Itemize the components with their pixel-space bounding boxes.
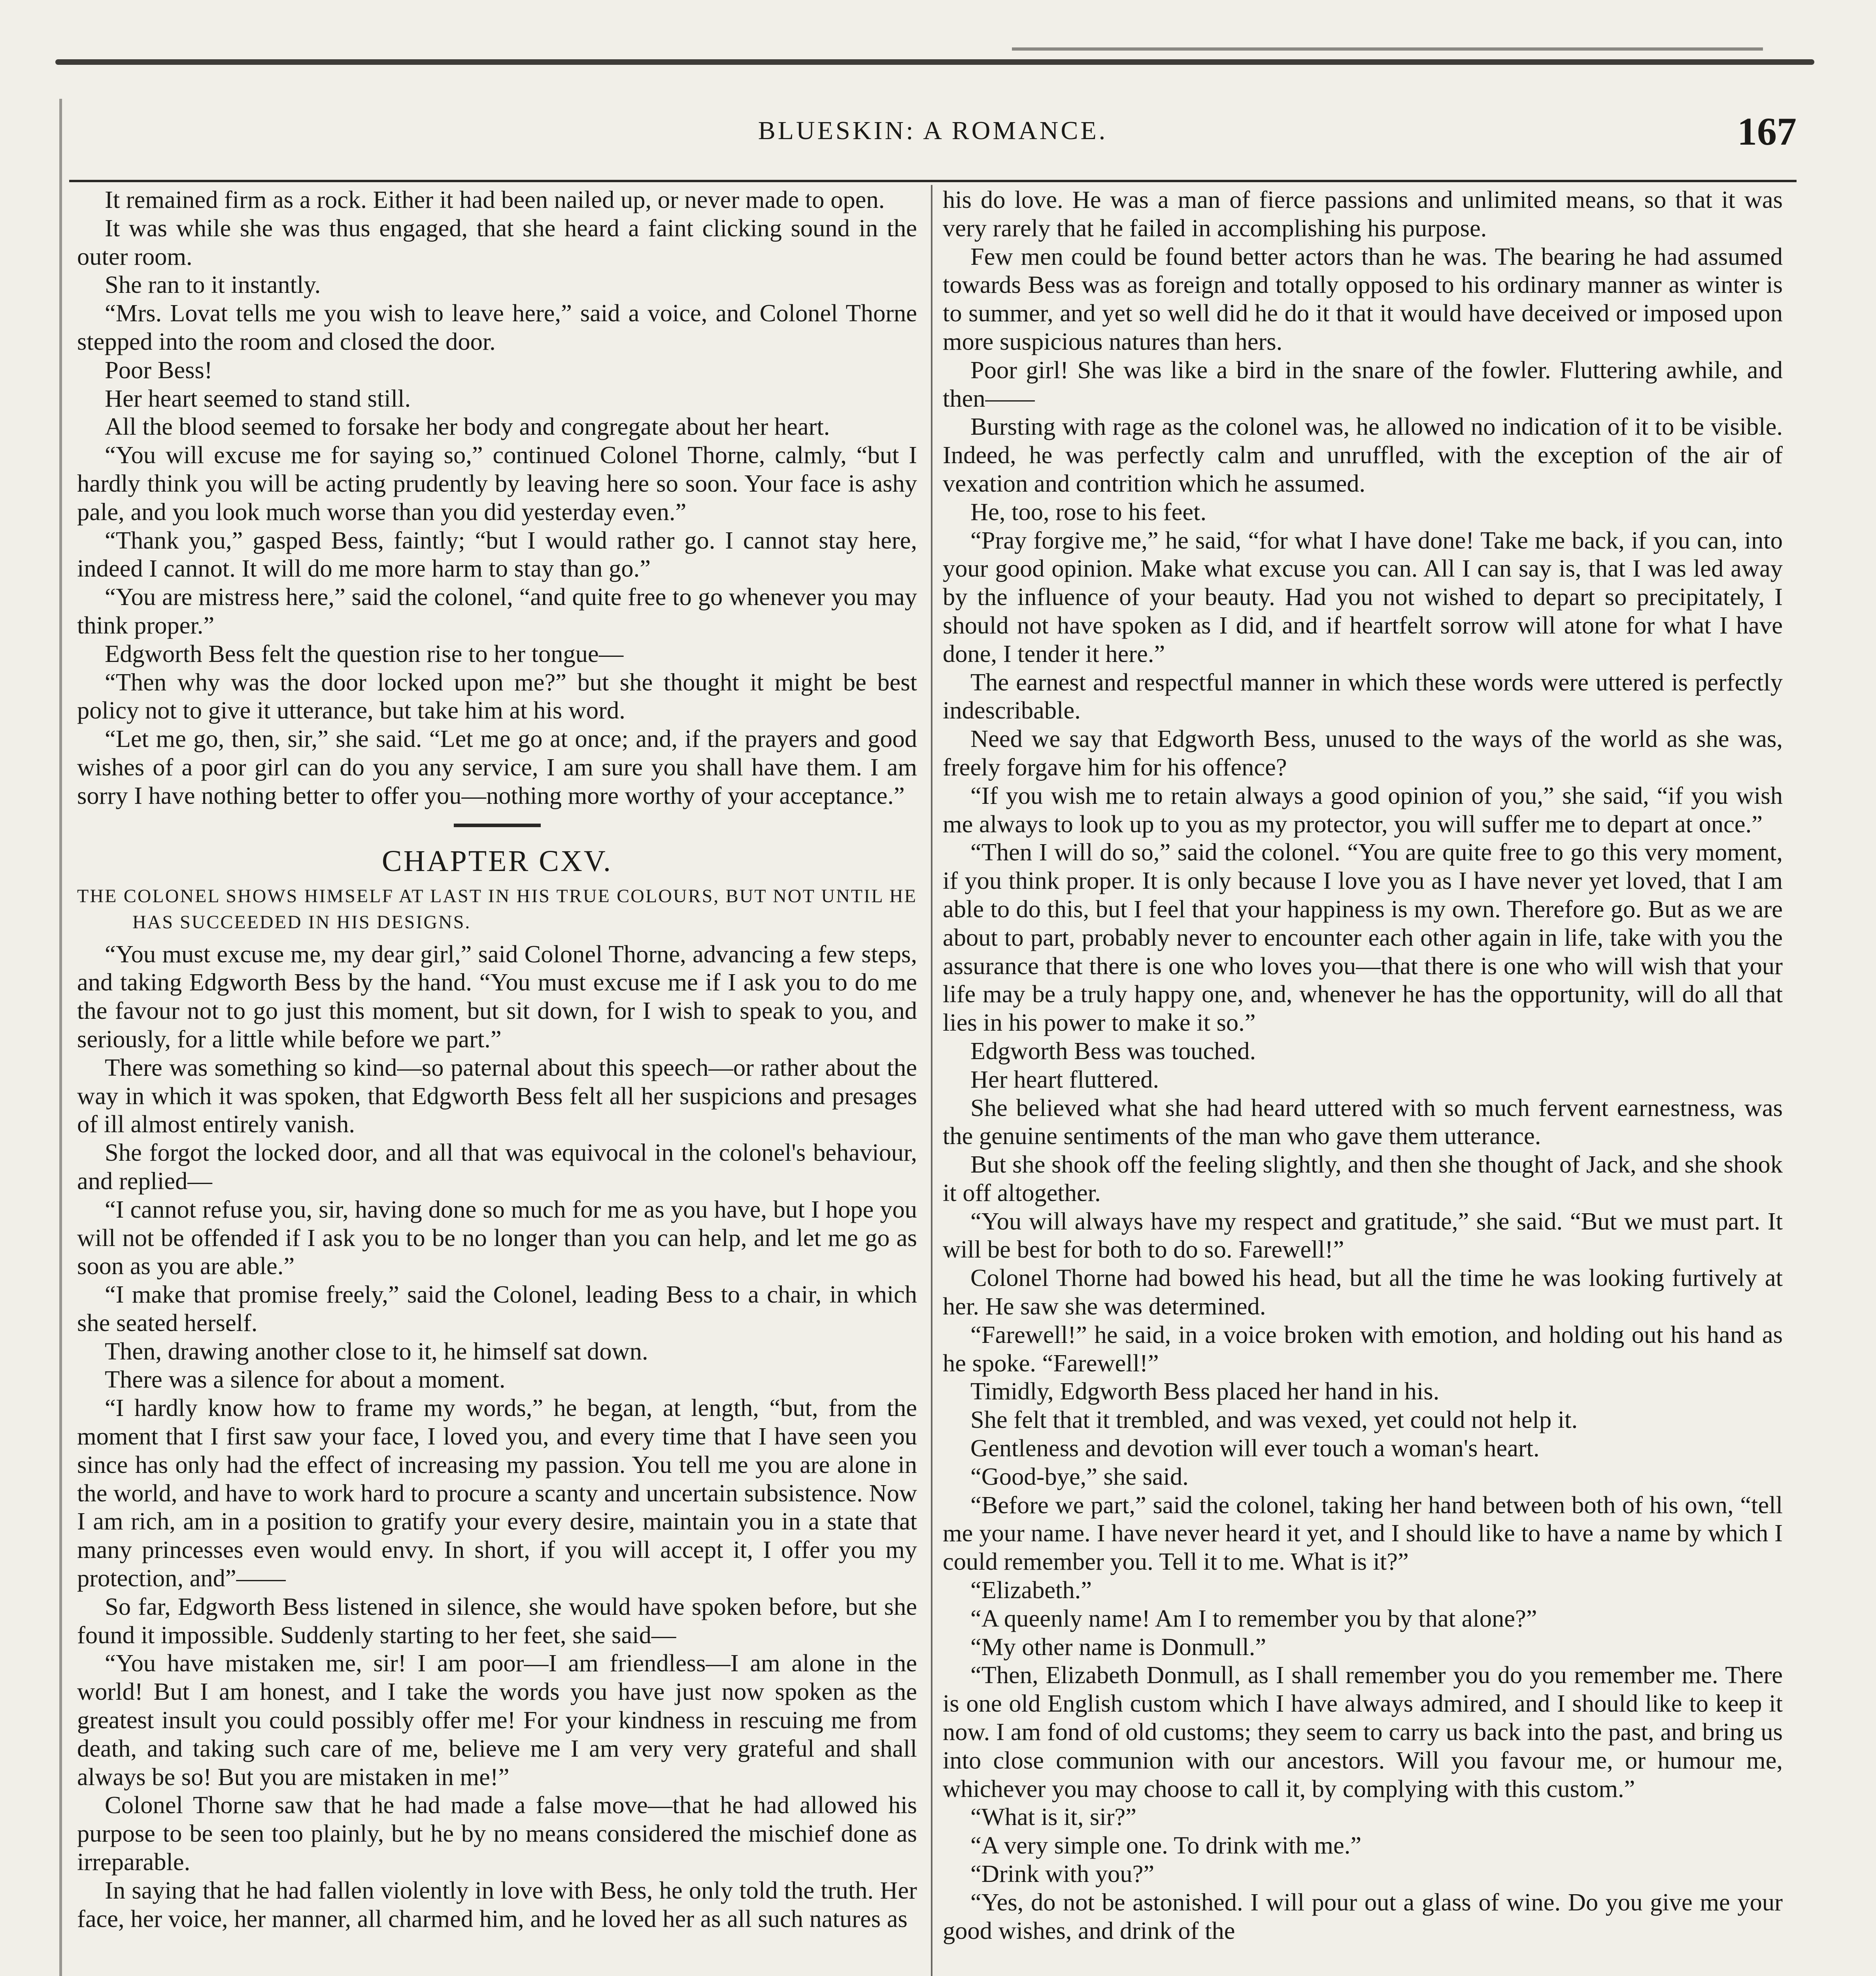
paragraph: So far, Edgworth Bess listened in silence, she would have spoken before, but she found it impossible. Suddenly starting to her feet, she said— [77, 1592, 917, 1649]
paragraph: Edgworth Bess felt the question rise to her tongue— [105, 639, 624, 667]
paragraph: “Then, Elizabeth Donmull, as I shall remember you do you remember me. There is one old English custom which I have always admired, and I should like to keep it now. I am fond of old customs; they seem to carry us back into the past, and bring us into close communion with our ancestors. Will you favour me, or humour me, whichever you may choose to call it, by complying with this custom.” [943, 1661, 1783, 1803]
running-title: BLUESKIN: A ROMANCE. [758, 116, 1108, 145]
paragraph: “Let me go, then, sir,” she said. “Let me go at once; and, if the prayers and good wishes of a poor girl can do you any service, I am sure you shall have them. I am sorry I have nothing better to offer you—nothing more worthy of your acceptance.” [77, 725, 917, 809]
paragraph: “Elizabeth.” [970, 1576, 1092, 1604]
paragraph: Edgworth Bess was touched. [970, 1037, 1256, 1065]
paragraph: Few men could be found better actors than he was. The bearing he had assumed towards Bess was as foreign and totally opposed to his ordinary manner as winter is to summer, and yet so well did he do it that it would have deceived or imposed upon more suspicious natures than hers. [943, 242, 1783, 355]
paragraph: She believed what she had heard uttered with so much fervent earnestness, was the genuine sentiments of the man who gave them utterance. [943, 1094, 1783, 1150]
paragraph: The earnest and respectful manner in which these words were uttered is perfectly indescribable. [943, 668, 1783, 724]
paragraph: “Before we part,” said the colonel, taking her hand between both of his own, “tell me your name. I have never heard it yet, and I should like to have a name by which I could remember you. Tell it to me. What is it?” [943, 1491, 1783, 1576]
paragraph: his do love. He was a man of fierce passions and unlimited means, so that it was very rarely that he failed in accomplishing his purpose. [943, 186, 1783, 242]
paragraph: “A queenly name! Am I to remember you by that alone?” [970, 1604, 1537, 1632]
paragraph: Gentleness and devotion will ever touch a woman's heart. [970, 1434, 1540, 1462]
paragraph: “Mrs. Lovat tells me you wish to leave here,” said a voice, and Colonel Thorne stepped into the room and closed the door. [77, 299, 917, 355]
paragraph: He, too, rose to his feet. [970, 498, 1207, 526]
chapter-synopsis: THE COLONEL SHOWS HIMSELF AT LAST IN HIS TRUE COLOURS, BUT NOT UNTIL HE HAS SUCCEEDED IN HIS DESIGNS. [77, 885, 917, 933]
paragraph: There was something so kind—so paternal about this speech—or rather about the way in which it was spoken, that Edgworth Bess felt all her suspicions and presages of ill almost entirely vanish. [77, 1053, 917, 1138]
paragraph: “I make that promise freely,” said the Colonel, leading Bess to a chair, in which she seated herself. [77, 1280, 917, 1337]
paragraph: “Drink with you?” [970, 1860, 1155, 1888]
paragraph: “If you wish me to retain always a good opinion of you,” she said, “if you wish me always to look up to you as my protector, you will suffer me to depart at once.” [943, 781, 1783, 838]
paragraph: “You have mistaken me, sir! I am poor—I am friendless—I am alone in the world! But I am honest, and I take the words you have just now spoken as the greatest insult you could possibly offer me! For your kindness in rescuing me from death, and taking such care of me, believe me I am very very grateful and shall always be so! But you are mistaken in me!” [77, 1649, 917, 1791]
section-rule [454, 824, 541, 827]
paragraph: “Pray forgive me,” he said, “for what I have done! Take me back, if you can, into your good opinion. Make what excuse you can. All I can say is, that I was led away by the influence of your beauty. Had you not wished to depart so precipitately, I should not have spoken as I did, and if heartfelt sorrow will atone for what I have done, I tender it here.” [943, 526, 1783, 667]
paragraph: “Then I will do so,” said the colonel. “You are quite free to go this very moment, if you think proper. It is only because I love you as I have never yet loved, that I am able to do this, but I feel that your happiness is my own. Therefore go. But as we are about to part, probably never to encounter each other again in life, take with you the assurance that there is one who loves you—that there is one who will wish that your life may be a truly happy one, and, whenever he has the opportunity, will do all that lies in his power to make it so.” [943, 838, 1783, 1037]
paragraph: Timidly, Edgworth Bess placed her hand in his. [970, 1377, 1440, 1405]
paragraph: Poor Bess! [105, 356, 213, 384]
paragraph: “Thank you,” gasped Bess, faintly; “but I would rather go. I cannot stay here, indeed I cannot. It will do me more harm to stay than go.” [77, 526, 917, 583]
left-column [77, 186, 917, 1976]
paragraph: Then, drawing another close to it, he himself sat down. [105, 1337, 648, 1365]
paragraph: Bursting with rage as the colonel was, he allowed no indication of it to be visible. Indeed, he was perfectly calm and unruffled, with the exception of the air of vexation and contrition which he assumed. [943, 413, 1783, 497]
paragraph: “Good-bye,” she said. [970, 1462, 1189, 1490]
paragraph: In saying that he had fallen violently in love with Bess, he only told the truth. Her face, her voice, her manner, all charmed him, and he loved her as all such natures as [77, 1876, 917, 1933]
paragraph: “You are mistress here,” said the colonel, “and quite free to go whenever you may think proper.” [77, 583, 917, 639]
paragraph: She ran to it instantly. [105, 271, 321, 299]
paragraph: “I cannot refuse you, sir, having done so much for me as you have, but I hope you will not be offended if I ask you to be no longer than you can help, and let me go as soon as you are able.” [77, 1195, 917, 1280]
paragraph: “My other name is Donmull.” [970, 1633, 1266, 1661]
paragraph: “You will always have my respect and gratitude,” she said. “But we must part. It will be best for both to do so. Farewell!” [943, 1207, 1783, 1263]
page-header [69, 109, 1797, 168]
paragraph: “I hardly know how to frame my words,” he began, at length, “but, from the moment that I first saw your face, I loved you, and every time that I have seen you since has only had the effect of increasing my passion. You tell me you are alone in the world, and have to work hard to procure a scanty and uncertain subsistence. Now I am rich, am in a position to gratify your every desire, maintain you in a state that many princesses even would envy. In short, if you will accept it, I offer you my protection, and”—— [77, 1394, 917, 1592]
paragraph: Her heart seemed to stand still. [105, 384, 411, 412]
column-divider [931, 185, 932, 1976]
page-number: 167 [1737, 109, 1797, 153]
paragraph: “Then why was the door locked upon me?” but she thought it might be best policy not to give it utterance, but take him at his word. [77, 668, 917, 724]
paragraph: She forgot the locked door, and all that was equivocal in the colonel's behaviour, and replied— [77, 1139, 917, 1195]
paragraph: It was while she was thus engaged, that she heard a faint clicking sound in the outer room. [77, 214, 917, 270]
paragraph: Need we say that Edgworth Bess, unused to the ways of the world as she was, freely forgave him for his offence? [943, 725, 1783, 781]
paragraph: “You will excuse me for saying so,” continued Colonel Thorne, calmly, “but I hardly think you will be acting prudently by leaving here so soon. Your face is ashy pale, and you look much worse than you did yesterday even.” [77, 441, 917, 526]
paragraph: “What is it, sir?” [970, 1803, 1136, 1831]
paragraph: “Yes, do not be astonished. I will pour out a glass of wine. Do you give me your good wishes, and drink of the [943, 1888, 1783, 1944]
paragraph: “You must excuse me, my dear girl,” said Colonel Thorne, advancing a few steps, and taking Edgworth Bess by the hand. “You must excuse me if I ask you to do me the favour not to go just this moment, but sit down, for I wish to speak to you, and seriously, for a little while before we part.” [77, 940, 917, 1053]
paragraph: Colonel Thorne had bowed his head, but all the time he was looking furtively at her. He saw she was determined. [943, 1264, 1783, 1320]
binding-edge-line [59, 99, 62, 1976]
top-border-rule [55, 59, 1814, 65]
paragraph: “Farewell!” he said, in a voice broken with emotion, and holding out his hand as he spoke. “Farewell!” [943, 1320, 1783, 1377]
top-edge-rule [1012, 47, 1763, 51]
paragraph: But she shook off the feeling slightly, and then she thought of Jack, and she shook it off altogether. [943, 1150, 1783, 1207]
right-column [943, 186, 1783, 1976]
paragraph: It remained firm as a rock. Either it had been nailed up, or never made to open. [105, 186, 885, 213]
chapter-heading: CHAPTER CXV. [382, 844, 612, 878]
paragraph: All the blood seemed to forsake her body and congregate about her heart. [105, 413, 830, 441]
paragraph: She felt that it trembled, and was vexed, yet could not help it. [970, 1406, 1578, 1434]
paragraph: “A very simple one. To drink with me.” [970, 1831, 1362, 1859]
paragraph: Her heart fluttered. [970, 1065, 1159, 1093]
header-rule [69, 180, 1797, 182]
paragraph: Poor girl! She was like a bird in the snare of the fowler. Fluttering awhile, and then—— [943, 356, 1783, 412]
paragraph: There was a silence for about a moment. [105, 1365, 506, 1393]
paragraph: Colonel Thorne saw that he had made a false move—that he had allowed his purpose to be seen too plainly, but he by no means considered the mischief done as irreparable. [77, 1791, 917, 1876]
